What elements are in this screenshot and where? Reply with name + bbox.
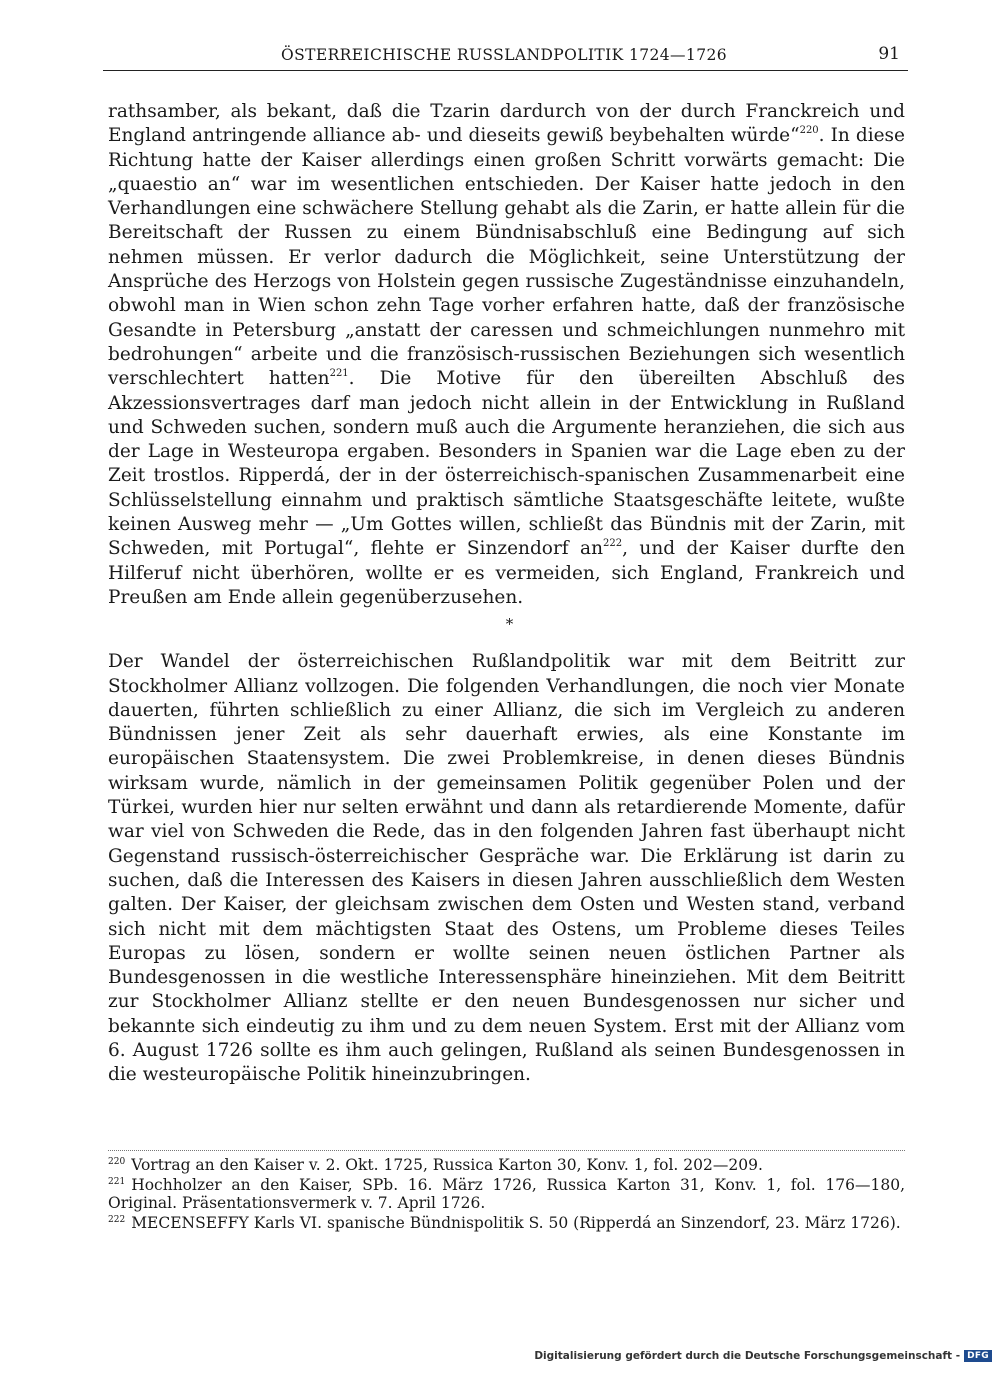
paragraph-1-part-2: . In diese Richtung hatte der Kaiser allerdings einen großen Schritt vorwärts gemacht: Die „quaestio an“ war im wesentlichen entschieden. Der Kaiser hatte jedoch in den Verhandlungen eine schwächere Stellung gehabt als die Zarin, er hatte allein für die Bereitschaft der Russen zu einem Bündnisabschluß eine Bedingung auf sich nehmen müssen. Er verlor dadurch die Möglichkeit, seine Unterstützung der Ansprüche des Herzogs von Holstein gegen russische Zugeständnisse einzuhandeln, obwohl man in Wien schon zehn Tage vorher erfahren hatte, daß der französische Gesandte in Petersburg „anstatt der caressen und schmeichlungen nunmehro mit bedrohungen“ arbeite und die französisch-russischen Beziehungen sich wesentlich verschlechtert hatten: [108, 125, 905, 390]
footnote-ref-221: 221: [329, 368, 349, 380]
paragraph-1-part-3: . Die Motive für den übereilten Abschluß des Akzessionsvertrages darf man jedoch nicht allein in der Entwicklung in Rußland und Schweden suchen, sondern muß auch die Argumente heranziehen, die sich aus der Lage in Westeuropa ergaben. Besonders in Spanien war die Lage eben zu der Zeit trostlos. Ripperdá, der in der österreichisch-spanischen Zusammenarbeit eine Schlüsselstellung einnahm und praktisch sämtliche Staatsgeschäfte leitete, wußte keinen Ausweg mehr — „Um Gottes willen, schließt das Bündnis mit der Zarin, mit Schweden, mit Portugal“, flehte er Sinzendorf an: [108, 368, 905, 560]
footnote-number: 221: [108, 1176, 126, 1187]
footnote-text: Hochholzer an den Kaiser, SPb. 16. März 1726, Russica Karton 31, Konv. 1, fol. 176—180, Original. Präsentationsvermerk v. 7. April 1726.: [108, 1175, 905, 1212]
page-number: 91: [878, 44, 900, 64]
footnote-ref-222: 222: [603, 538, 623, 550]
running-title: ÖSTERREICHISCHE RUSSLANDPOLITIK 1724—1726: [281, 46, 727, 64]
footnotes: [108, 1156, 905, 1233]
footnote-divider: [108, 1150, 905, 1151]
footnote-222: [108, 1214, 905, 1233]
digitization-footer: [534, 1350, 992, 1362]
footnote-ref-220: 220: [799, 125, 819, 137]
footnote-number: 222: [108, 1214, 126, 1225]
footnote-number: 220: [108, 1157, 126, 1167]
paragraph-1-part-4: , und der Kaiser durfte den Hilferuf nicht überhören, wollte er es vermeiden, sich England, Frankreich und Preußen am Ende allein gegenüberzusehen.: [108, 538, 905, 608]
section-separator: *: [505, 615, 514, 634]
main-text: [108, 100, 905, 1088]
paragraph-1-part-1: rathsamber, als bekant, daß die Tzarin dardurch von der durch Franckreich und England antringende alliance ab- und dieseits gewiß beybehalten würde“: [108, 101, 905, 147]
paragraph-1: [108, 100, 905, 610]
dfg-logo-icon: DFG: [964, 1350, 992, 1362]
footer-text: Digitalisierung gefördert durch die Deutsche Forschungsgemeinschaft -: [534, 1350, 961, 1362]
footnote-text: MECENSEFFY Karls VI. spanische Bündnispolitik S. 50 (Ripperdá an Sinzendorf, 23. März 1726).: [131, 1213, 901, 1232]
footnote-220: [108, 1156, 905, 1175]
footnote-text: Vortrag an den Kaiser v. 2. Okt. 1725, Russica Karton 30, Konv. 1, fol. 202—209.: [131, 1156, 763, 1174]
footnote-221: [108, 1176, 905, 1213]
paragraph-2: Der Wandel der österreichischen Rußlandpolitik war mit dem Beitritt zur Stockholmer Allianz vollzogen. Die folgenden Verhandlungen, die noch vier Monate dauerten, führten schließlich zu einer Allianz, die sich im Vergleich zu anderen Bündnissen jener Zeit als sehr dauerhaft erwies, als eine Konstante im europäischen Staatensystem. Die zwei Problemkreise, in denen dieses Bündnis wirksam wurde, nämlich in der gemeinsamen Politik gegenüber Polen und der Türkei, wurden hier nur selten erwähnt und dann als retardierende Momente, dafür war viel von Schweden die Rede, das in den folgenden Jahren fast überhaupt nicht Gegenstand russisch-österreichischer Gespräche war. Die Erklärung ist darin zu suchen, daß die Interessen des Kaisers in diesen Jahren ausschließlich dem Westen galten. Der Kaiser, der gleichsam zwischen dem Osten und Westen stand, verband sich nicht mit dem mächtigsten Staat des Ostens, um Probleme dieses Teiles Europas zu lösen, sondern er wollte seinen neuen östlichen Partner als Bundesgenossen in die westliche Interessensphäre hineinziehen. Mit dem Beitritt zur Stockholmer Allianz stellte er den neuen Bundesgenossen nur sicher und bekannte sich eindeutig zu ihm und zu dem neuen System. Erst mit der Allianz vom 6. August 1726 sollte es ihm auch gelingen, Rußland als seinen Bundesgenossen in die westeuropäische Politik hineinzubringen.: [108, 651, 905, 1086]
running-header: [103, 44, 908, 71]
